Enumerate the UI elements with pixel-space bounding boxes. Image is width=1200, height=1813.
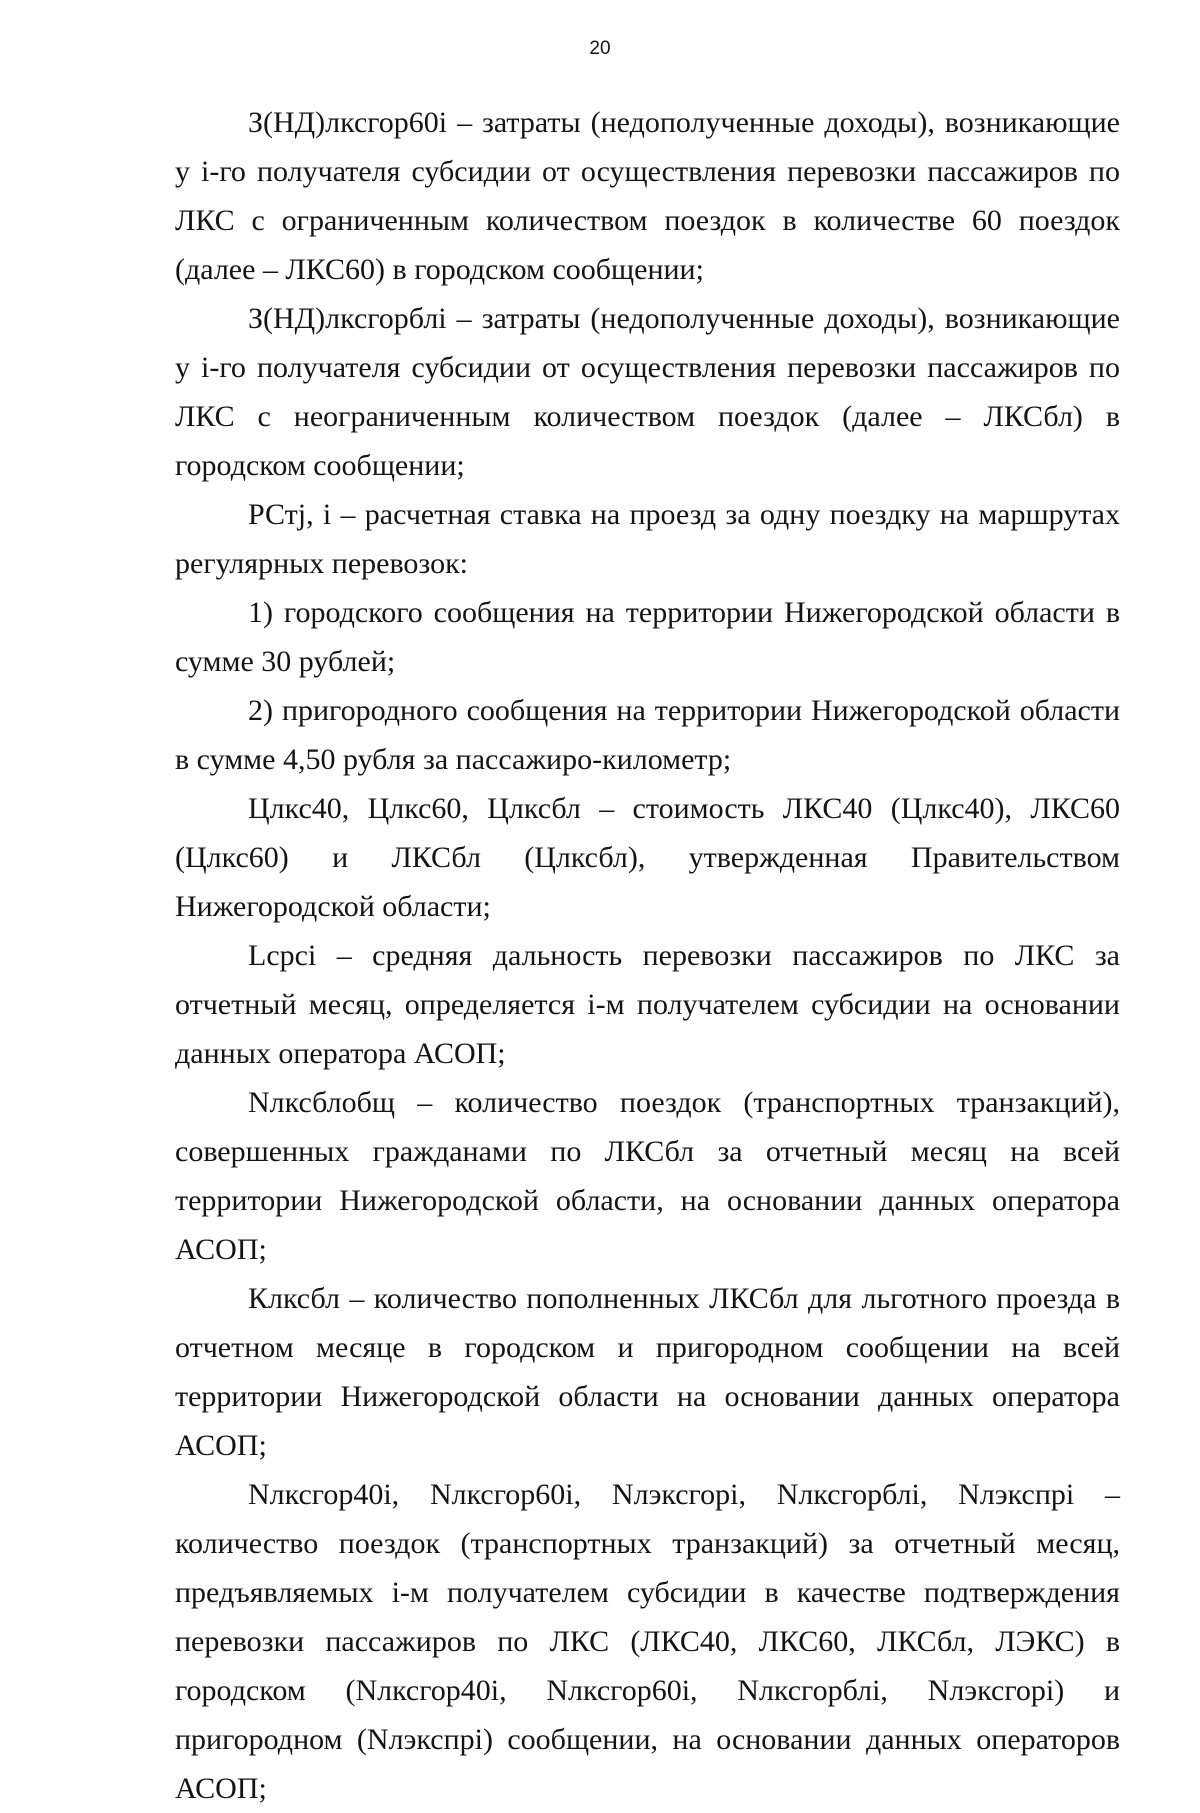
paragraph-topped-up-cards: Клксбл – количество пополненных ЛКСбл для льготного проезда в отчетном месяце в городском и пригородном сообщении на всей территории Нижегородской области на основании данных оператора АСОП; bbox=[175, 1282, 1120, 1462]
paragraph-lks-prices: Цлкс40, Цлкс60, Цлксбл – стоимость ЛКС40 (Цлкс40), ЛКС60 (Цлкс60) и ЛКСбл (Цлксбл), утвержденная Правительством Нижегородской области; bbox=[175, 792, 1120, 923]
paragraph-cost-lksbl: З(НД)лксгорблi – затраты (недополученные доходы), возникающие у i-го получателя субсидии от осуществления перевозки пассажиров по ЛКС с неограниченным количеством поездок (далее – ЛКСбл) в городском сообщении; bbox=[175, 302, 1120, 482]
page-number: 20 bbox=[589, 38, 611, 59]
paragraph-rate-suburban: 2) пригородного сообщения на территории Нижегородской области в сумме 4,50 рубля за пассажиро-километр; bbox=[175, 694, 1120, 776]
document-body bbox=[175, 98, 1120, 1813]
paragraph-total-trips: Nлксблобщ – количество поездок (транспортных транзакций), совершенных гражданами по ЛКСбл за отчетный месяц на всей территории Нижегородской области, на основании данных оператора АСОП; bbox=[175, 1086, 1120, 1266]
paragraph-cost-lks60: З(НД)лксгор60i – затраты (недополученные доходы), возникающие у i-го получателя субсидии от осуществления перевозки пассажиров по ЛКС с ограниченным количеством поездок в количестве 60 поездок (далее – ЛКС60) в городском сообщении; bbox=[175, 106, 1120, 286]
paragraph-trip-counts: Nлксгор40i, Nлксгор60i, Nлэксгорi, Nлксгорблi, Nлэкспрi – количество поездок (транспортных транзакций) за отчетный месяц, предъявляемых i-м получателем субсидии в качестве подтверждения перевозки пассажиров по ЛКС (ЛКС40, ЛКС60, ЛКСбл, ЛЭКС) в городском (Nлксгор40i, Nлксгор60i, Nлксгорблi, Nлэксгорi) и пригородном (Nлэкспрi) сообщении, на основании данных операторов АСОП; bbox=[175, 1478, 1120, 1805]
paragraph-rate-definition: РСтj, i – расчетная ставка на проезд за одну поездку на маршрутах регулярных перевозок: bbox=[175, 498, 1120, 580]
paragraph-rate-city: 1) городского сообщения на территории Нижегородской области в сумме 30 рублей; bbox=[175, 596, 1120, 678]
paragraph-average-distance: Lсрсi – средняя дальность перевозки пассажиров по ЛКС за отчетный месяц, определяется i-м получателем субсидии на основании данных оператора АСОП; bbox=[175, 939, 1120, 1070]
